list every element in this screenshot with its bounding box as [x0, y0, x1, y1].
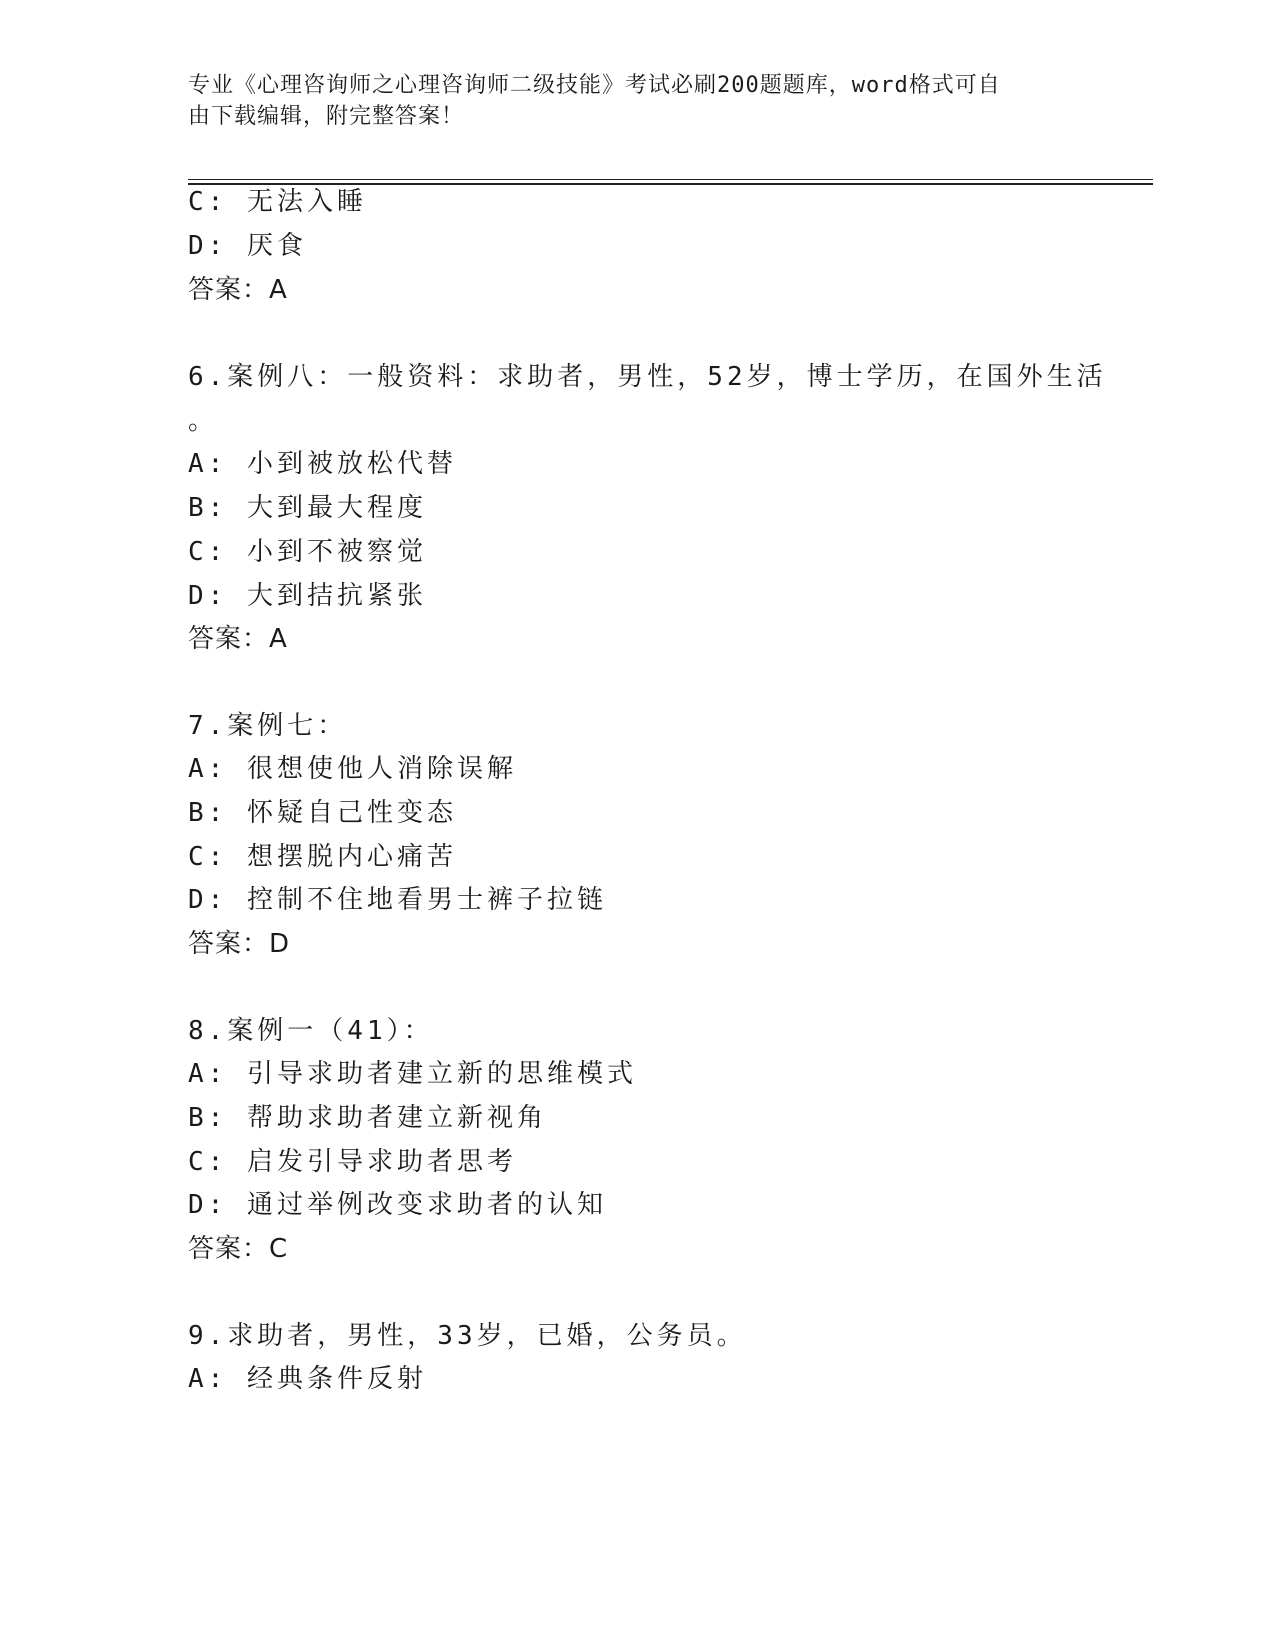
q7-option-c: C: 想摆脱内心痛苦	[188, 842, 457, 872]
q7-option-a: A: 很想使他人消除误解	[188, 754, 517, 784]
q7-option-b: B: 怀疑自己性变态	[188, 798, 457, 828]
header-divider-thick	[188, 183, 1153, 185]
header-line-1: 专业《心理咨询师之心理咨询师二级技能》考试必刷200题题库，word格式可自	[188, 73, 1001, 98]
q9-stem: 9.求助者，男性，33岁，已婚，公务员。	[188, 1321, 747, 1351]
q7-stem: 7.案例七：	[188, 711, 348, 741]
q6-stem-continuation: 。	[188, 406, 219, 436]
q7-option-d: D: 控制不住地看男士裤子拉链	[188, 885, 607, 915]
q6-stem: 6.案例八：一般资料：求助者，男性，52岁，博士学历，在国外生活	[188, 362, 1107, 392]
q6-answer: 答案：A	[188, 624, 288, 654]
q5-answer: 答案：A	[188, 275, 288, 305]
document-header	[188, 70, 1068, 132]
q8-option-c: C: 启发引导求助者思考	[188, 1147, 517, 1177]
header-line-2: 由下载编辑，附完整答案！	[188, 104, 465, 129]
q8-option-a: A: 引导求助者建立新的思维模式	[188, 1059, 637, 1089]
q9-option-a: A: 经典条件反射	[188, 1364, 427, 1394]
header-divider-thin	[188, 179, 1153, 180]
q5-option-c: C: 无法入睡	[188, 187, 367, 217]
q6-option-c: C: 小到不被察觉	[188, 537, 427, 567]
q8-option-d: D: 通过举例改变求助者的认知	[188, 1190, 607, 1220]
q5-option-d: D: 厌食	[188, 231, 307, 261]
q6-option-d: D: 大到拮抗紧张	[188, 581, 427, 611]
q8-stem: 8.案例一（41）：	[188, 1016, 434, 1046]
q8-option-b: B: 帮助求助者建立新视角	[188, 1103, 547, 1133]
q6-option-a: A: 小到被放松代替	[188, 449, 457, 479]
q6-option-b: B: 大到最大程度	[188, 493, 427, 523]
q7-answer: 答案：D	[188, 929, 291, 959]
q8-answer: 答案：C	[188, 1234, 289, 1264]
